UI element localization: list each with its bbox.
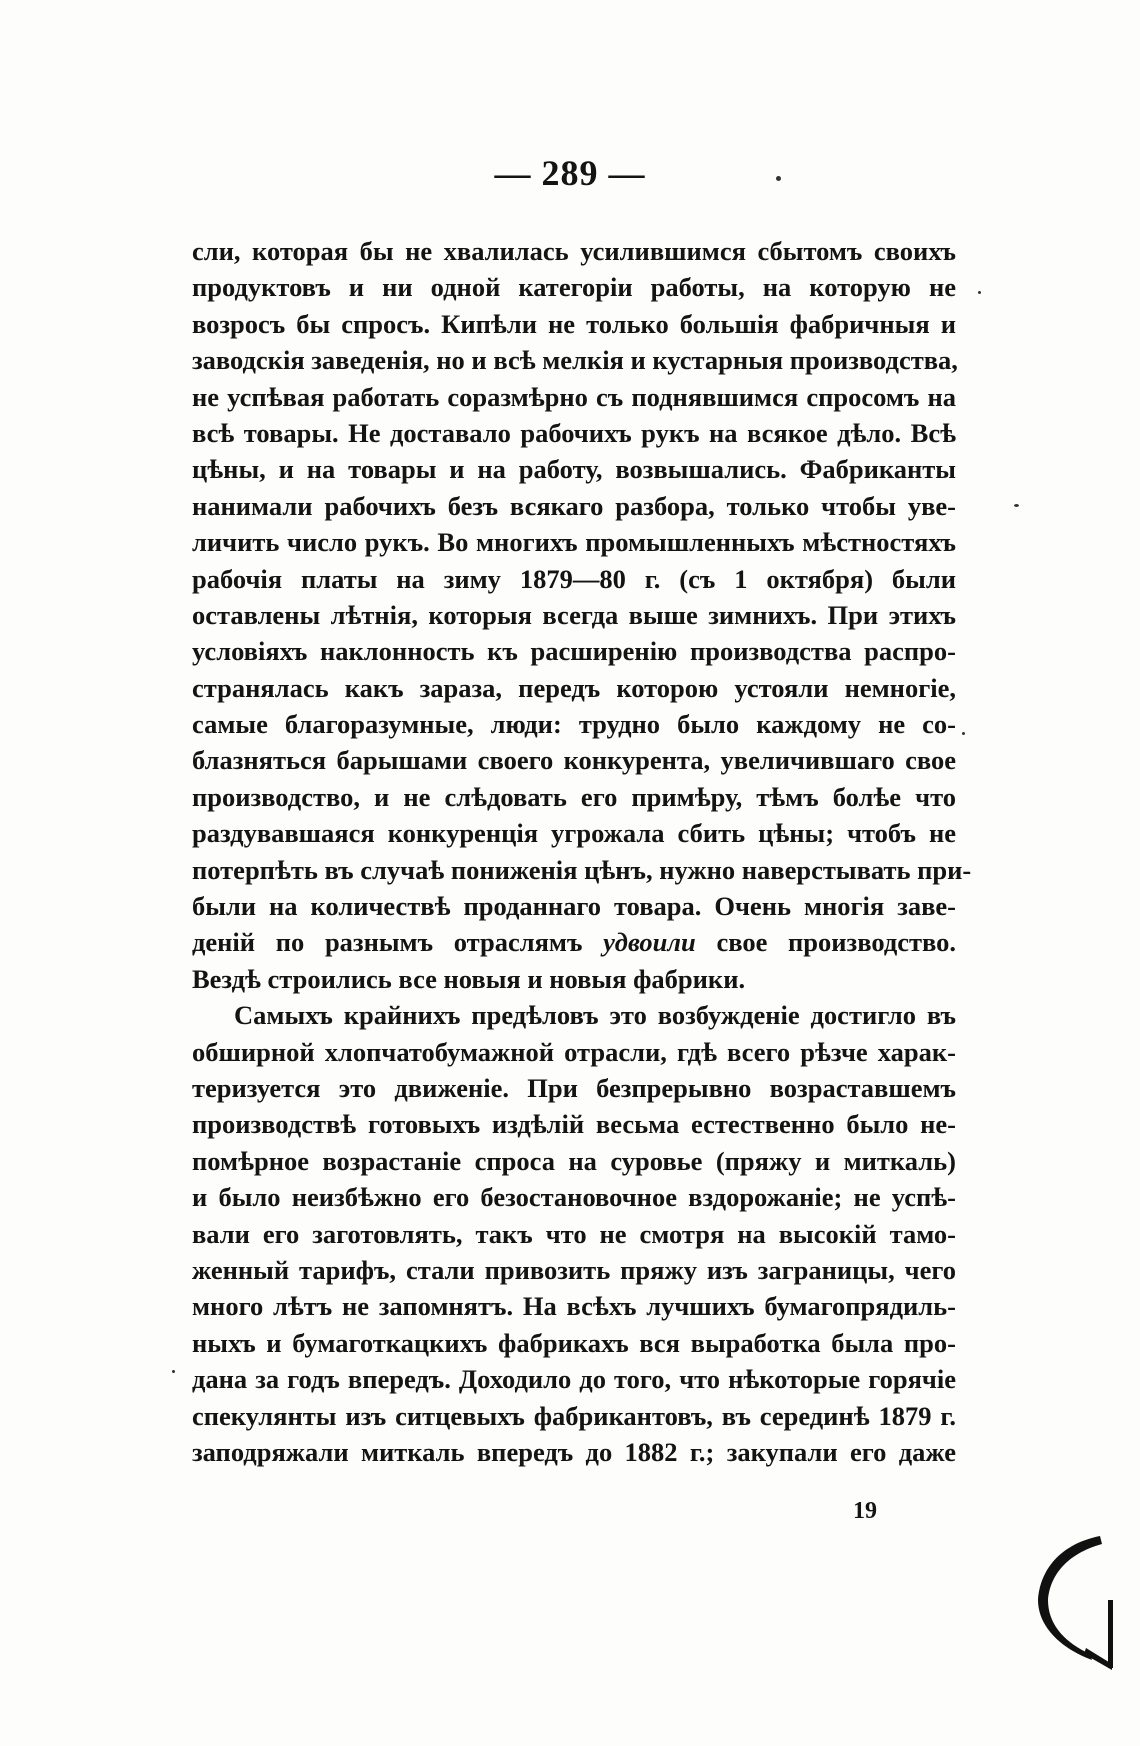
text-line: цѣны, и на товары и на работу, возвышались. Фабриканты xyxy=(192,454,956,485)
page-number-header: — 289 — xyxy=(494,153,646,193)
text-line: условіяхъ наклонность къ расширенію производства распро- xyxy=(192,636,956,667)
text-line: заводскія заведенія, но и всѣ мелкія и кустарныя производства, xyxy=(192,345,958,376)
text-line: заподряжали миткаль впередъ до 1882 г.; закупали его даже xyxy=(192,1436,956,1467)
text-line: самые благоразумные, люди: трудно было каждому не со- xyxy=(192,709,956,740)
text-segment: деній по разнымъ отраслямъ xyxy=(192,927,583,958)
text-line: были на количествѣ проданнаго товара. Очень многія заве- xyxy=(192,891,956,922)
text-line: возросъ бы спросъ. Кипѣли не только большія фабричныя и xyxy=(192,308,956,339)
text-line: продуктовъ и ни одной категоріи работы, на которую не xyxy=(192,272,956,303)
text-line: странялась какъ зараза, передъ которою устояли немногіе, xyxy=(192,672,956,703)
text-line: не успѣвая работать соразмѣрно съ поднявшимся спросомъ на xyxy=(192,381,956,412)
text-segment: свое производство. xyxy=(716,927,957,958)
scan-speck xyxy=(962,732,965,735)
text-line: помѣрное возрастаніе спроса на суровье (пряжу и миткаль) xyxy=(192,1145,956,1176)
scan-speck xyxy=(172,1370,175,1373)
italic-word: удвоили xyxy=(603,927,696,958)
text-line: всѣ товары. Не доставало рабочихъ рукъ на всякое дѣло. Всѣ xyxy=(192,417,956,448)
paragraph-last-line: Вездѣ строились все новыя и новыя фабрики. xyxy=(192,963,746,994)
text-line: сли, которая бы не хвалилась усилившимся сбытомъ своихъ xyxy=(192,236,956,266)
text-line: производствѣ готовыхъ издѣлій весьма естественно было не- xyxy=(192,1109,956,1140)
scan-speck xyxy=(1014,504,1019,507)
text-line: ныхъ и бумаготкацкихъ фабрикахъ вся выработка была про- xyxy=(192,1327,956,1358)
text-line: спекулянты изъ ситцевыхъ фабрикантовъ, въ серединѣ 1879 г. xyxy=(192,1400,956,1431)
paragraph-first-line: Самыхъ крайнихъ предѣловъ это возбужденіе достигло въ xyxy=(234,1000,956,1031)
body-text xyxy=(192,233,972,1470)
text-line: блазняться барышами своего конкурента, увеличившаго свое xyxy=(192,745,956,776)
text-line: теризуется это движеніе. При безпрерывно возраставшемъ xyxy=(192,1072,956,1103)
text-line: и было неизбѣжно его безостановочное вздорожаніе; не успѣ- xyxy=(192,1182,956,1213)
text-line: оставлены лѣтнія, которыя всегда выше зимнихъ. При этихъ xyxy=(192,599,956,630)
printer-signature-mark: 19 xyxy=(853,1498,877,1524)
scan-speck xyxy=(978,291,981,294)
text-line: нанимали рабочихъ безъ всякаго разбора, только чтобы уве- xyxy=(192,490,956,521)
text-line: обширной хлопчатобумажной отрасли, гдѣ всего рѣзче харак- xyxy=(192,1036,956,1067)
text-line: рабочія платы на зиму 1879—80 г. (съ 1 октября) были xyxy=(192,563,956,594)
text-line: много лѣтъ не запомнятъ. На всѣхъ лучшихъ бумагопрядиль- xyxy=(192,1291,956,1322)
scan-speck xyxy=(776,176,781,181)
text-line: женный тарифъ, стали привозить пряжу изъ заграницы, чего xyxy=(192,1254,956,1285)
text-line: производство, и не слѣдовать его примѣру, тѣмъ болѣе что xyxy=(192,781,956,812)
text-line: дана за годъ впередъ. Доходило до того, что нѣкоторые горячіе xyxy=(192,1364,956,1395)
text-line: раздувавшаяся конкуренція угрожала сбить цѣны; чтобъ не xyxy=(192,818,956,849)
text-line: личить число рукъ. Во многихъ промышленныхъ мѣстностяхъ xyxy=(192,527,956,558)
text-line: потерпѣть въ случаѣ пониженія цѣнъ, нужно наверстывать при- xyxy=(192,854,972,885)
scan-edge-artifact xyxy=(1030,1530,1120,1670)
text-line-with-italic xyxy=(192,924,956,960)
text-line: вали его заготовлять, такъ что не смотря на высокій тамо- xyxy=(192,1218,956,1249)
